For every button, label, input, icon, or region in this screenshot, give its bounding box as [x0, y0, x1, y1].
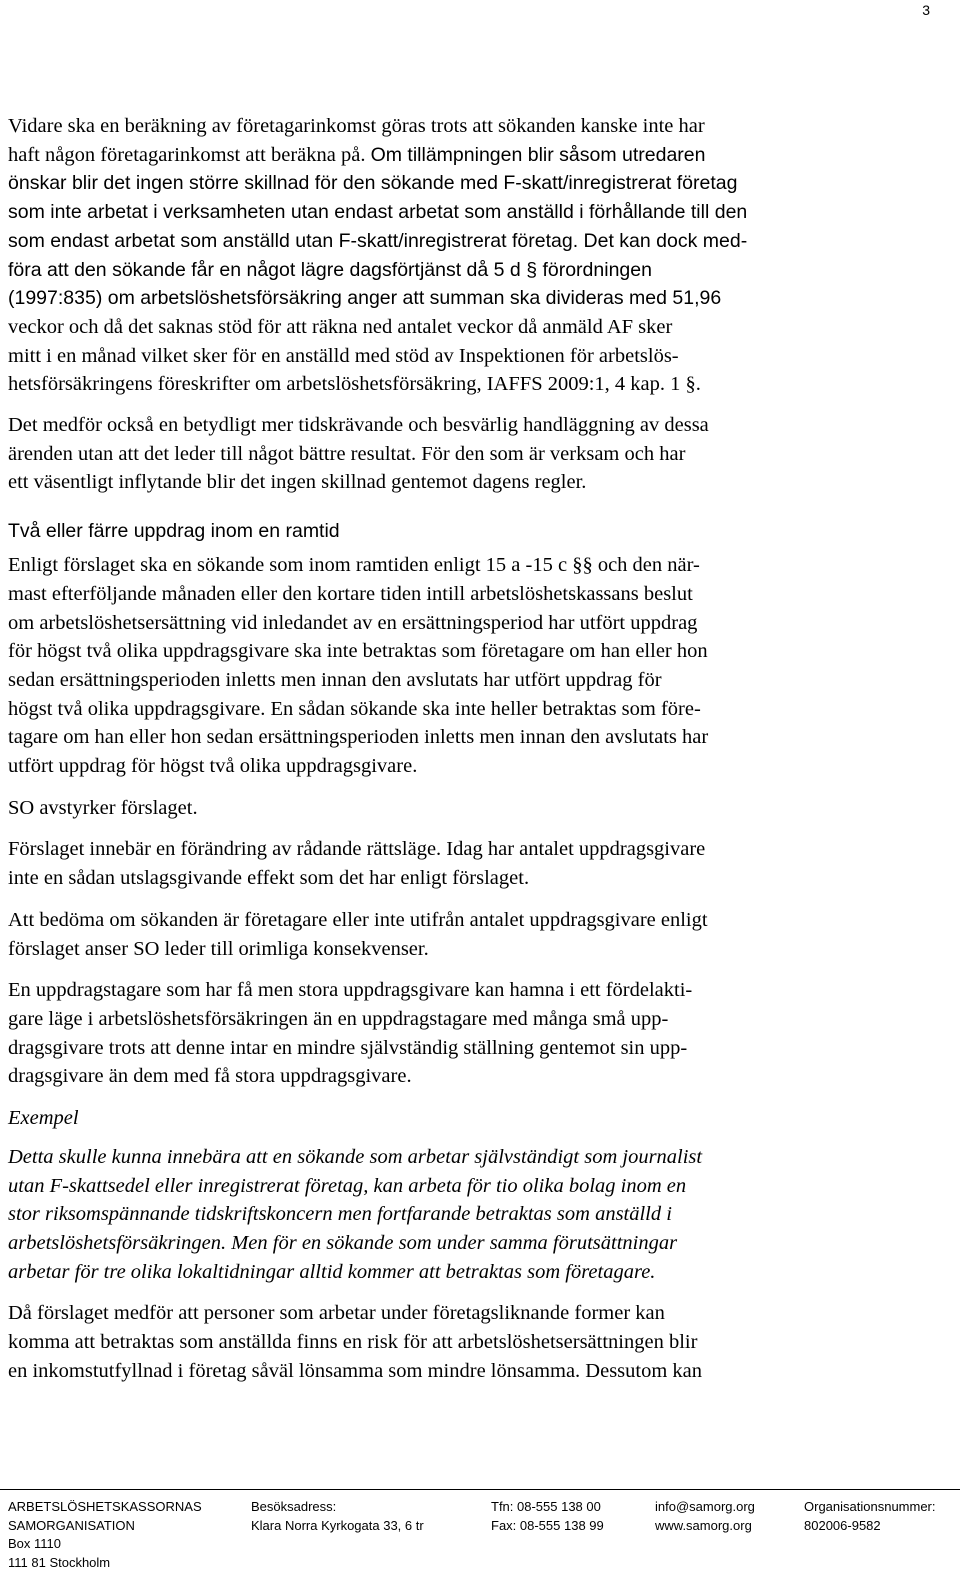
text-line: Vidare ska en beräkning av företagarinkomst göras trots att sökanden kanske inte har: [8, 115, 705, 137]
text-line: sedan ersättningsperioden inletts men innan den avslutats har utfört uppdrag för: [8, 668, 662, 691]
text-line: Detta skulle kunna innebära att en sökande som arbetar självständigt som journalist: [8, 1145, 703, 1168]
paragraph-legal-change: [8, 835, 888, 892]
paragraph-so-rejects: [8, 794, 888, 823]
text-line: haft någon företagarinkomst att beräkna på. Om tillämpningen blir såsom utredaren: [8, 143, 706, 166]
text-line: som inte arbetat i verksamheten utan endast arbetat som anställd i förhållande till den: [8, 201, 748, 224]
text-line: mast efterföljande månaden eller den kortare tiden intill arbetslöshetskassans beslut: [8, 582, 693, 605]
footer-visit-address: Besöksadress: Klara Norra Kyrkogata 33, 6 tr: [251, 1499, 424, 1533]
footer-phone-fax: Tfn: 08-555 138 00 Fax: 08-555 138 99: [491, 1499, 604, 1533]
text-line: dragsgivare trots att denne intar en mindre självständig ställning gentemot sin upp-: [8, 1036, 688, 1059]
text-line: komma att betraktas som anställda finns en risk för att arbetslöshetsersättningen blir: [8, 1331, 698, 1354]
footer-org-number: Organisationsnummer: 802006-9582: [804, 1499, 936, 1533]
text-line: hetsförsäkringens föreskrifter om arbetslöshetsförsäkring, IAFFS 2009:1, 4 kap. 1 §.: [8, 373, 701, 396]
text-line: stor riksomspännande tidskriftskoncern men fortfarande betraktas som anställd i: [8, 1203, 672, 1226]
text-line: Exempel: [8, 1107, 79, 1130]
footer-org-address: ARBETSLÖSHETSKASSORNAS SAMORGANISATION Box 1110 111 81 Stockholm: [8, 1499, 202, 1570]
paragraph-consequences: [8, 906, 888, 963]
text-line: arbetslöshetsförsäkringen. Men för en sökande som under samma förutsättningar: [8, 1231, 678, 1254]
text-line: arbetar för tre olika lokaltidningar alltid kommer att betraktas som företagare.: [8, 1260, 656, 1283]
paragraph-contractor-position: [8, 976, 888, 1091]
text-line: ärenden utan att det leder till något bättre resultat. För den som är verksam och har: [8, 442, 686, 465]
footer-web: [655, 1498, 755, 1535]
document-body: [8, 112, 888, 1385]
text-line: SO avstyrker förslaget.: [8, 796, 198, 819]
text-line: förslaget anser SO leder till orimliga konsekvenser.: [8, 937, 429, 960]
paragraph-income-calculation: [8, 112, 888, 399]
example-heading: [8, 1104, 888, 1133]
text-line: mitt i en månad vilket sker för en anställd med stöd av Inspektionen för arbetslös-: [8, 344, 679, 367]
text-line: Då förslaget medför att personer som arbetar under företagsliknande former kan: [8, 1302, 665, 1325]
text-line: Det medför också en betydligt mer tidskrävande och besvärlig handläggning av dessa: [8, 414, 709, 437]
text-line: Enligt förslaget ska en sökande som inom ramtiden enligt 15 a -15 c §§ och den när-: [8, 554, 700, 577]
footer-website-link[interactable]: www.samorg.org: [655, 1517, 752, 1533]
text-line: Förslaget innebär en förändring av rådande rättsläge. Idag har antalet uppdragsgivare: [8, 838, 706, 861]
text-line: önskar blir det ingen större skillnad för den sökande med F-skatt/inregistrerat företag: [8, 172, 738, 195]
text-line: utan F-skattsedel eller inregistrerat företag, kan arbeta för tio olika bolag inom en: [8, 1174, 687, 1197]
text-line: veckor och då det saknas stöd för att räkna ned antalet veckor då anmäld AF sker: [8, 315, 673, 338]
text-line: (1997:835) om arbetslöshetsförsäkring anger att summan ska divideras med 51,96: [8, 287, 722, 310]
footer-divider: [0, 1489, 960, 1490]
text-line: tagare om han eller hon sedan ersättningsperioden inletts men innan den avslutats har: [8, 726, 709, 749]
text-line: En uppdragstagare som har få men stora uppdragsgivare kan hamna i ett fördelakti-: [8, 979, 693, 1002]
text-line: dragsgivare än dem med få stora uppdragsgivare.: [8, 1065, 412, 1088]
text-line: inte en sådan utslagsgivande effekt som det har enligt förslaget.: [8, 867, 530, 890]
text-line: ett väsentligt inflytande blir det ingen skillnad gentemot dagens regler.: [8, 471, 587, 494]
text-line: utfört uppdrag för högst två olika uppdragsgivare.: [8, 755, 418, 778]
text-line: en inkomstutfyllnad i företag såväl lönsamma som mindre lönsamma. Dessutom kan: [8, 1359, 703, 1382]
paragraph-risk: [8, 1299, 888, 1385]
text-line: om arbetslöshetsersättning vid inledandet av en ersättningsperiod har utfört uppdrag: [8, 611, 698, 634]
paragraph-proposal: [8, 551, 888, 781]
text-line: föra att den sökande får en något lägre dagsförtjänst då 5 d § förordningen: [8, 258, 652, 281]
section-heading: Två eller färre uppdrag inom en ramtid: [8, 520, 340, 543]
paragraph-handling-burden: [8, 411, 888, 497]
footer-email-link[interactable]: info@samorg.org: [655, 1499, 755, 1514]
paragraph-example: [8, 1143, 888, 1287]
text-line: gare läge i arbetslöshetsförsäkringen än en uppdragstagare med många små upp-: [8, 1007, 669, 1030]
text-line: för högst två olika uppdragsgivare ska inte betraktas som företagare om han eller hon: [8, 640, 708, 663]
text-line: som endast arbetat som anställd utan F-skatt/inregistrerat företag. Det kan dock med-: [8, 229, 748, 252]
text-line: högst två olika uppdragsgivare. En sådan sökande ska inte heller betraktas som före-: [8, 697, 701, 720]
text-line: Att bedöma om sökanden är företagare eller inte utifrån antalet uppdragsgivare enligt: [8, 908, 708, 931]
page-number: 3: [922, 2, 930, 18]
